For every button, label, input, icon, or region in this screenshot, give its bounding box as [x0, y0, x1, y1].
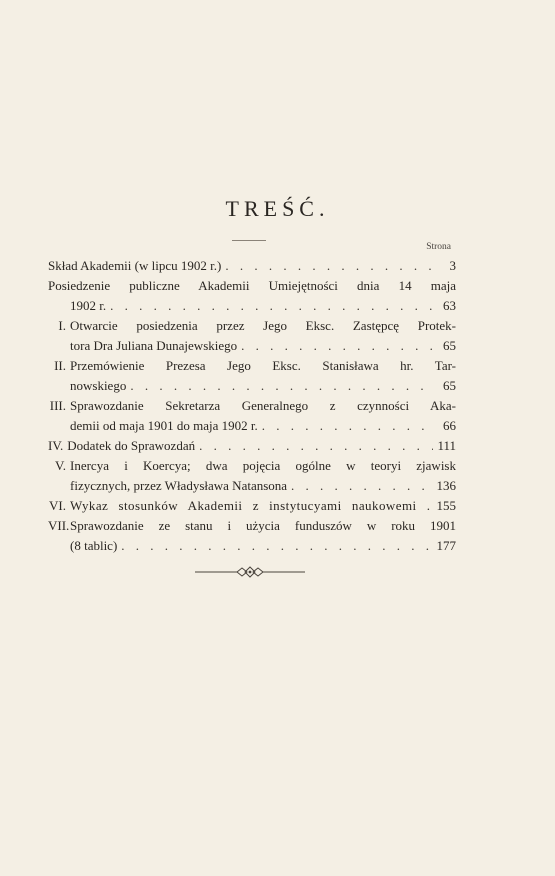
toc-entry-continuation: [48, 296, 456, 316]
toc-entry-number: IV.: [48, 438, 64, 453]
toc-entry-continuation: [48, 536, 456, 556]
toc-entry-page: 155: [436, 498, 456, 513]
toc-entry-title: Posiedzenie publiczne Akademii Umiejętności dnia 14 maja: [48, 278, 456, 293]
page-title: TREŚĆ.: [225, 196, 330, 221]
toc-entry: [48, 396, 456, 416]
toc-entry-continuation: [48, 376, 456, 396]
toc-entry-title-cont: 1902 r.: [70, 298, 107, 313]
toc-entry-page: 136: [436, 478, 456, 493]
toc-entry: [48, 356, 456, 376]
toc-entry: [48, 496, 456, 516]
toc-entry-page: 177: [436, 538, 456, 553]
dot-leader: [121, 536, 432, 556]
toc-entry: [48, 516, 456, 536]
toc-entry: [48, 316, 456, 336]
toc-entry-page: 63: [443, 298, 456, 313]
ornament-divider: [195, 565, 305, 579]
toc-entry-title-cont: tora Dra Juliana Dunajewskiego: [70, 338, 238, 353]
toc-entry-number: II.: [54, 358, 66, 373]
toc-entry-title: Sprawozdanie Sekretarza Generalnego z czynności Aka-: [70, 398, 456, 413]
table-of-contents: [48, 256, 456, 556]
toc-entry-title: Otwarcie posiedzenia przez Jego Eksc. Zastępcę Protek-: [70, 318, 456, 333]
toc-entry-page: 66: [443, 418, 456, 433]
toc-entry-title-cont: demii od maja 1901 do maja 1902 r.: [70, 418, 258, 433]
toc-entry-page: 3: [449, 258, 456, 273]
dot-leader: [241, 336, 434, 356]
toc-entry-title-cont: fizycznych, przez Władysława Natansona: [70, 478, 288, 493]
toc-entry-page: 65: [443, 378, 456, 393]
toc-entry-number: VI.: [49, 498, 66, 513]
toc-entry-continuation: [48, 336, 456, 356]
toc-entry-number: V.: [55, 458, 66, 473]
toc-entry-title: Sprawozdanie ze stanu i użycia funduszów w roku 1901: [70, 518, 456, 533]
toc-entry: [48, 436, 456, 456]
toc-entry-title: Dodatek do Sprawozdań: [67, 438, 196, 453]
toc-entry-number: III.: [49, 398, 66, 413]
toc-entry-number: I.: [58, 318, 66, 333]
toc-entry-page: 111: [437, 438, 456, 453]
toc-entry: [48, 456, 456, 476]
toc-entry-title: Przemówienie Prezesa Jego Eksc. Stanisława hr. Tar-: [70, 358, 456, 373]
toc-entry-page: 65: [443, 338, 456, 353]
toc-entry-title: Wykaz stosunków Akademii z instytucyami naukowemi .: [70, 498, 431, 513]
toc-entry-title-cont: (8 tablic): [70, 538, 118, 553]
toc-entry-title: Skład Akademii (w lipcu 1902 r.): [48, 258, 222, 273]
toc-entry: [48, 276, 456, 296]
dot-leader: [199, 436, 433, 456]
toc-entry: [48, 256, 456, 276]
dot-leader: [110, 296, 434, 316]
toc-entry-title-cont: nowskiego: [70, 378, 127, 393]
toc-entry-continuation: [48, 476, 456, 496]
toc-entry-number: VII.: [48, 518, 70, 533]
dot-leader: [130, 376, 434, 396]
title-rule: [232, 240, 266, 241]
dot-leader: [225, 256, 434, 276]
dot-leader: [262, 416, 434, 436]
toc-entry-title: Inercya i Koercya; dwa pojęcia ogólne w teoryi zjawisk: [70, 458, 456, 473]
column-label: Strona: [426, 242, 451, 252]
toc-entry-continuation: [48, 416, 456, 436]
dot-leader: [291, 476, 432, 496]
